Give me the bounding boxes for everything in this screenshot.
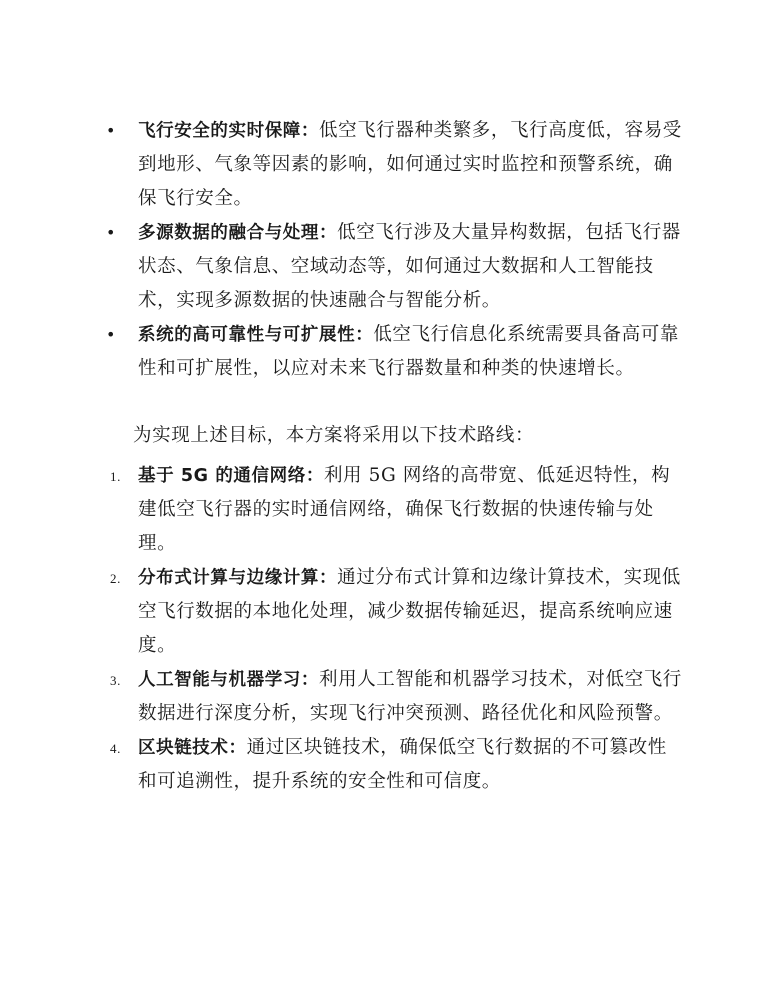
bullet-text: 低空飞行涉及大量异构数据，包括飞行器状态、气象信息、空域动态等，如何通过大数据和人工智能技术，实现多源数据的快速融合与智能分析。 — [138, 222, 681, 311]
numbered-item-5g — [104, 459, 684, 561]
numbered-term: 基于 5G 的通信网络： — [138, 466, 324, 486]
tech-route-intro: 为实现上述目标，本方案将采用以下技术路线： — [133, 425, 535, 446]
number-marker: 3. — [110, 673, 121, 688]
numbered-text: 利用 5G 网络的高带宽、低延迟特性，构建低空飞行器的实时通信网络，确保飞行数据的快速传输与处理。 — [138, 465, 671, 554]
bullet-item-reliability — [104, 318, 684, 386]
number-marker: 1. — [110, 469, 121, 484]
bullet-text: 低空飞行信息化系统需要具备高可靠性和可扩展性，以应对未来飞行器数量和种类的快速增长。 — [138, 324, 679, 379]
numbered-text: 通过区块链技术，确保低空飞行数据的不可篡改性和可追溯性，提升系统的安全性和可信度。 — [138, 737, 667, 792]
bullet-term: 飞行安全的实时保障： — [138, 121, 319, 141]
numbered-term: 区块链技术： — [138, 738, 247, 758]
number-marker: 4. — [110, 741, 121, 756]
numbered-term: 人工智能与机器学习： — [138, 670, 319, 690]
bullet-text: 低空飞行器种类繁多，飞行高度低，容易受到地形、气象等因素的影响，如何通过实时监控和预警系统，确保飞行安全。 — [138, 120, 682, 209]
bullet-marker: • — [106, 325, 117, 344]
bullet-marker: • — [106, 223, 117, 242]
bullet-item-flight-safety — [104, 114, 684, 216]
bullet-marker: • — [106, 121, 117, 140]
bullet-term: 系统的高可靠性与可扩展性： — [138, 325, 374, 345]
numbered-item-blockchain — [104, 731, 684, 799]
tech-route-numbered-list — [104, 459, 684, 799]
challenge-bullet-list — [104, 114, 684, 386]
number-marker: 2. — [110, 571, 121, 586]
numbered-text: 利用人工智能和机器学习技术，对低空飞行数据进行深度分析，实现飞行冲突预测、路径优化和风险预警。 — [138, 669, 682, 724]
numbered-item-ai — [104, 663, 684, 731]
numbered-text: 通过分布式计算和边缘计算技术，实现低空飞行数据的本地化处理，减少数据传输延迟，提高系统响应速度。 — [138, 567, 681, 656]
bullet-item-data-fusion — [104, 216, 684, 318]
numbered-term: 分布式计算与边缘计算： — [138, 568, 338, 588]
bullet-term: 多源数据的融合与处理： — [138, 223, 338, 243]
numbered-item-edge-computing — [104, 561, 684, 663]
